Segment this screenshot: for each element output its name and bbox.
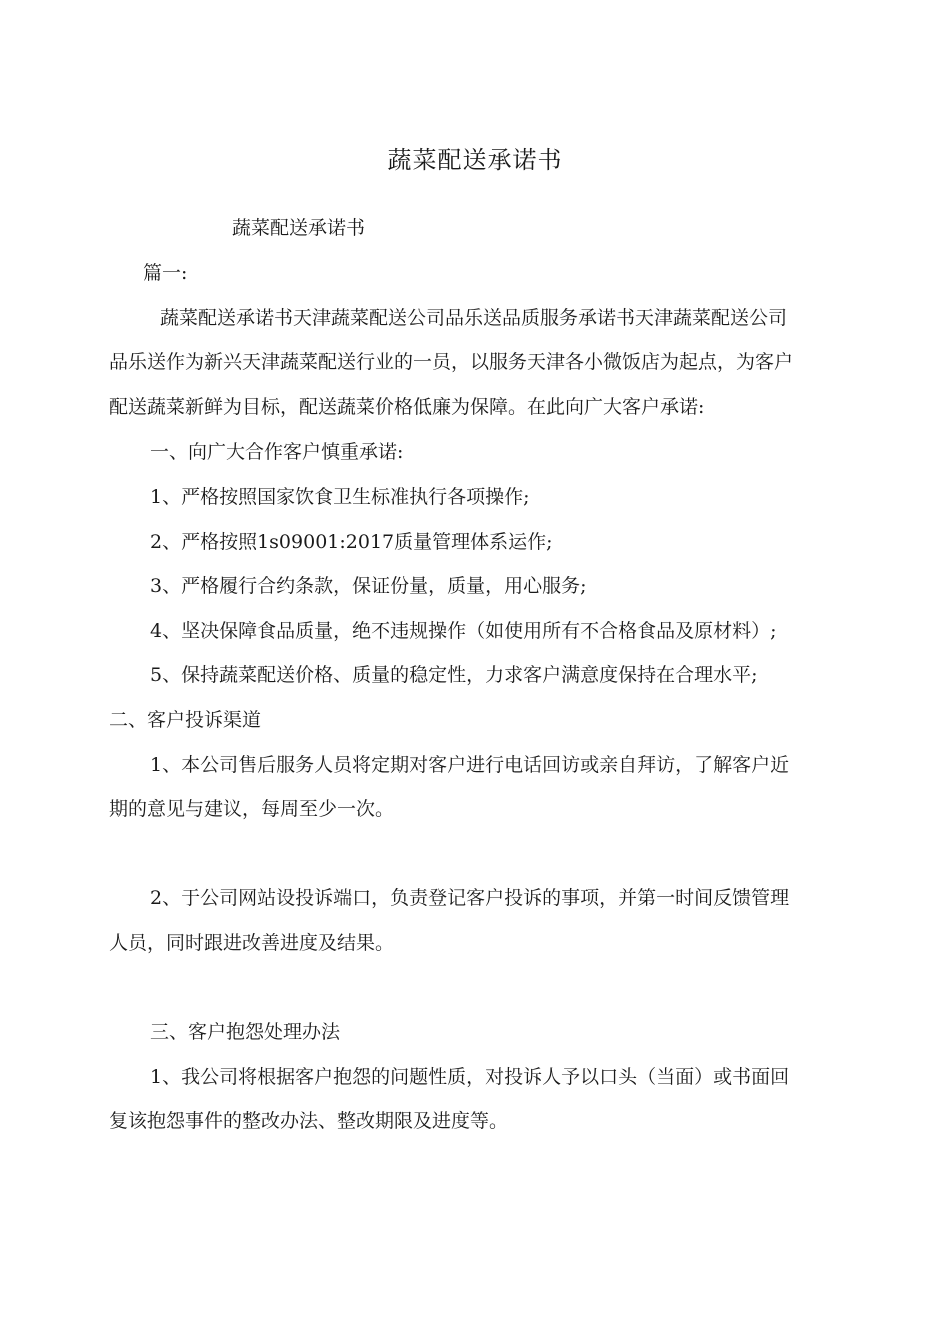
part3-item1-line-2: 复该抱怨事件的整改办法、整改期限及进度等。 xyxy=(109,1110,509,1132)
part1-item-3: 3、严格履行合约条款，保证份量，质量，用心服务; xyxy=(150,575,587,597)
part1-heading: 一、向广大合作客户慎重承诺: xyxy=(150,441,404,463)
intro-line-2: 品乐送作为新兴天津蔬菜配送行业的一员，以服务天津各小微饭店为起点，为客户 xyxy=(109,351,794,373)
document-subtitle: 蔬菜配送承诺书 xyxy=(232,217,366,239)
part1-item-4: 4、坚决保障食品质量，绝不违规操作（如使用所有不合格食品及原材料）; xyxy=(150,620,777,642)
intro-line-1: 蔬菜配送承诺书天津蔬菜配送公司品乐送品质服务承诺书天津蔬菜配送公司 xyxy=(160,307,788,329)
part2-heading: 二、客户投诉渠道 xyxy=(109,709,262,731)
part1-item-1: 1、严格按照国家饮食卫生标准执行各项操作; xyxy=(150,486,530,508)
part3-item1-line-1: 1、我公司将根据客户抱怨的问题性质，对投诉人予以口头（当面）或书面回 xyxy=(150,1066,790,1088)
part2-item2-line-1: 2、于公司网站设投诉端口，负责登记客户投诉的事项，并第一时间反馈管理 xyxy=(150,887,790,909)
section-label: 篇一: xyxy=(143,262,188,284)
part1-item-5: 5、保持蔬菜配送价格、质量的稳定性，力求客户满意度保持在合理水平; xyxy=(150,664,758,686)
document-title: 蔬菜配送承诺书 xyxy=(387,146,563,174)
part2-item2-line-2: 人员，同时跟进改善进度及结果。 xyxy=(109,932,395,954)
part1-item-2: 2、严格按照1s09001:2017质量管理体系运作; xyxy=(150,531,553,553)
part2-item1-line-2: 期的意见与建议，每周至少一次。 xyxy=(109,798,395,820)
intro-line-3: 配送蔬菜新鲜为目标，配送蔬菜价格低廉为保障。在此向广大客户承诺: xyxy=(109,396,705,418)
part2-item1-line-1: 1、本公司售后服务人员将定期对客户进行电话回访或亲自拜访，了解客户近 xyxy=(150,754,790,776)
part3-heading: 三、客户抱怨处理办法 xyxy=(150,1021,341,1043)
